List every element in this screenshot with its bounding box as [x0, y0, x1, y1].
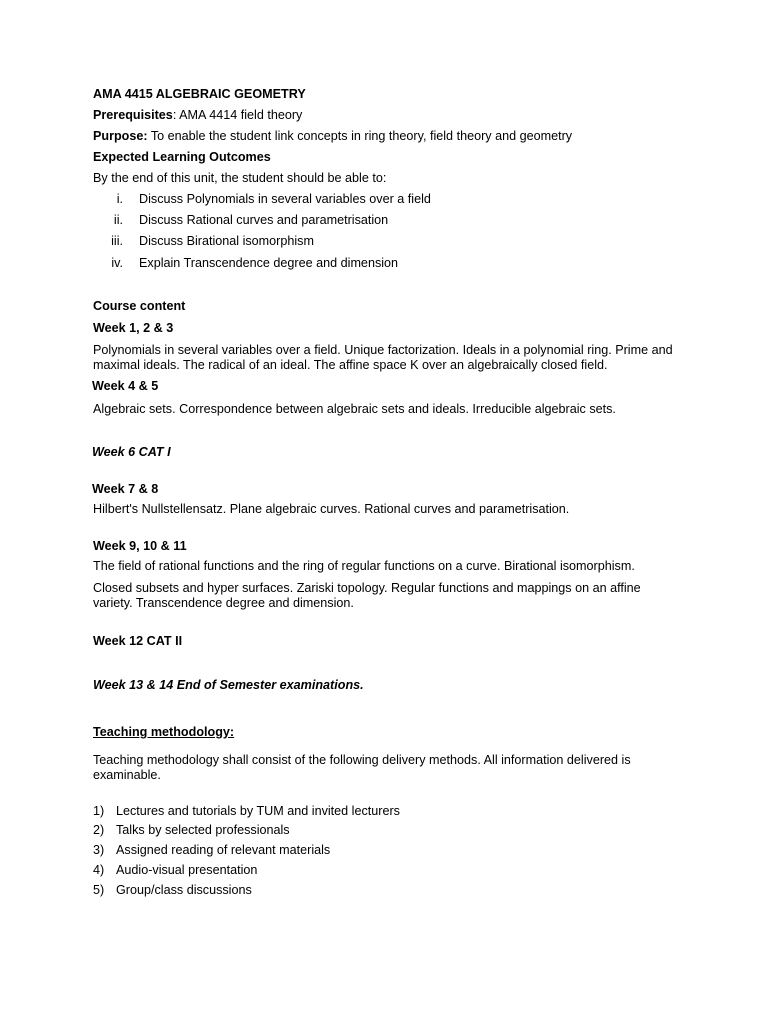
teaching-text: Audio-visual presentation	[116, 863, 258, 877]
week-1-3-title: Week 1, 2 & 3	[93, 321, 174, 335]
course-title: AMA 4415 ALGEBRAIC GEOMETRY	[93, 87, 306, 101]
outcomes-intro: By the end of this unit, the student should be able to:	[93, 171, 387, 185]
outcome-text: Discuss Birational isomorphism	[139, 234, 314, 248]
teaching-text: Group/class discussions	[116, 883, 252, 897]
purpose-value: To enable the student link concepts in ring theory, field theory and geometry	[147, 129, 573, 143]
week-1-3-text: Polynomials in several variables over a field. Unique factorization. Ideals in a polynomial ring. Prime and maximal ideals. The radical of an ideal. The affine space K over an algebraically closed field.	[93, 343, 673, 372]
outcome-marker: iv.	[111, 256, 123, 270]
teaching-marker: 1)	[93, 804, 105, 818]
outcome-marker: ii.	[113, 213, 123, 227]
teaching-intro: Teaching methodology shall consist of the following delivery methods. All information delivered is examinable.	[93, 753, 631, 782]
week-6-title: Week 6 CAT I	[92, 445, 171, 459]
week-9-11-title: Week 9, 10 & 11	[93, 539, 187, 553]
course-content-heading: Course content	[93, 299, 186, 313]
week-9-11-text: The field of rational functions and the ring of regular functions on a curve. Birational isomorphism.	[93, 559, 635, 573]
teaching-marker: 2)	[93, 823, 105, 837]
outcome-text: Discuss Rational curves and parametrisation	[139, 213, 389, 227]
outcome-marker: iii.	[111, 234, 123, 248]
prerequisites-value: : AMA 4414 field theory	[172, 108, 303, 122]
outcome-marker: i.	[116, 192, 123, 206]
week-7-8-text: Hilbert's Nullstellensatz. Plane algebraic curves. Rational curves and parametrisation.	[93, 502, 570, 516]
outcomes-heading: Expected Learning Outcomes	[93, 150, 271, 164]
purpose-line	[93, 129, 572, 144]
teaching-text: Talks by selected professionals	[116, 823, 290, 837]
prerequisites-label: Prerequisites	[93, 108, 173, 122]
week-13-14-title: Week 13 & 14 End of Semester examinations.	[93, 678, 364, 692]
outcome-text: Discuss Polynomials in several variables over a field	[139, 192, 431, 206]
teaching-text: Lectures and tutorials by TUM and invited lecturers	[116, 804, 400, 818]
week-4-5-title: Week 4 & 5	[92, 379, 159, 393]
week-7-8-title: Week 7 & 8	[92, 482, 159, 496]
week-12-title: Week 12 CAT II	[93, 634, 183, 648]
purpose-label: Purpose:	[93, 129, 148, 143]
teaching-marker: 3)	[93, 843, 105, 857]
outcome-text: Explain Transcendence degree and dimension	[139, 256, 399, 270]
week-4-5-text: Algebraic sets. Correspondence between algebraic sets and ideals. Irreducible algebraic sets.	[93, 402, 616, 416]
teaching-marker: 5)	[93, 883, 105, 897]
teaching-marker: 4)	[93, 863, 105, 877]
prerequisites-line	[93, 108, 302, 123]
week-9-11-text-2: Closed subsets and hyper surfaces. Zariski topology. Regular functions and mappings on an affine variety. Transcendence degree and dimension.	[93, 581, 641, 610]
teaching-text: Assigned reading of relevant materials	[116, 843, 331, 857]
teaching-heading: Teaching methodology:	[93, 725, 235, 739]
